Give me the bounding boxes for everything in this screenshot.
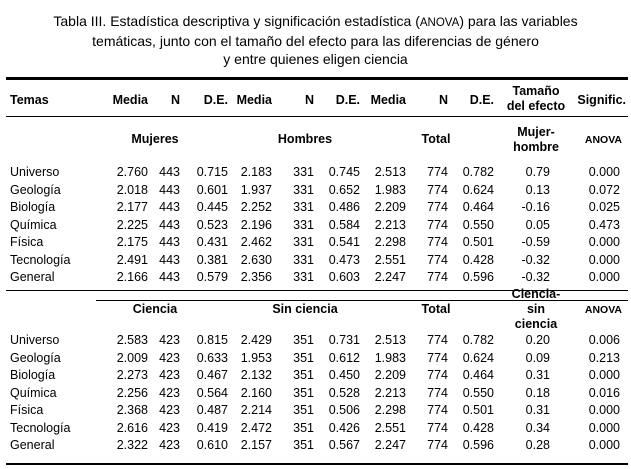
section2-row-2-cell-9: 0.464	[462, 368, 494, 382]
section2-row-5-cell-4: 2.472	[240, 420, 272, 435]
col-header-signific: Signific.	[577, 93, 626, 107]
section1-row-5-cell-9: 0.428	[462, 252, 494, 267]
section1-row-6-cell-4: 2.356	[240, 270, 272, 284]
section1-row-2-cell-4: 2.252	[240, 200, 272, 214]
section2-row-6-cell-9: 0.596	[462, 438, 494, 452]
section1-effect-label-2: hombre	[513, 139, 559, 154]
section2-group2-label: Sin ciencia	[272, 302, 338, 316]
section2-row-0-cell-5: 351	[293, 333, 314, 347]
section2-row-1-cell-9: 0.624	[462, 350, 494, 365]
section1-row-5-cell-5: 331	[293, 252, 314, 267]
section2-row-5-cell-9: 0.428	[462, 420, 494, 435]
section2-row-6-cell-10: 0.28	[525, 438, 550, 452]
section2-row-2-cell-10: 0.31	[525, 368, 550, 382]
section1-row-2-cell-7: 2.209	[374, 200, 406, 214]
section2-row-5-cell-1: 2.616	[116, 420, 148, 435]
section2-row-3-cell-4: 2.160	[240, 385, 272, 400]
section1-row-2-tema: Biología	[10, 200, 56, 214]
section1-group1-label: Mujeres	[131, 132, 179, 146]
section1-row-4-cell-4: 2.462	[240, 235, 272, 249]
table-caption	[0, 12, 631, 68]
section1-row-3-cell-6: 0.584	[328, 217, 360, 232]
section2-row-1-tema: Geología	[10, 350, 61, 365]
section1-row-6-cell-5: 331	[293, 270, 314, 284]
table-top-rule	[6, 77, 628, 80]
section2-row-3-cell-8: 774	[427, 385, 448, 400]
section1-row-0-cell-8: 774	[427, 165, 448, 179]
section1-row-4-cell-6: 0.541	[328, 235, 360, 249]
section1-row-1-cell-1: 2.018	[116, 182, 148, 197]
section1-row-5-cell-11: 0.000	[588, 252, 620, 267]
section2-row-4-cell-6: 0.506	[328, 403, 360, 417]
section1-row-4-cell-7: 2.298	[374, 235, 406, 249]
section2-row-2-cell-11: 0.000	[588, 368, 620, 382]
section1-row-3-cell-3: 0.523	[196, 217, 228, 232]
section2-row-2-cell-4: 2.132	[240, 368, 272, 382]
section1-row-3-cell-11: 0.473	[588, 217, 620, 232]
section1-row-0-cell-5: 331	[293, 165, 314, 179]
section1-row-1-cell-2: 443	[159, 182, 180, 197]
section1-row-1-cell-9: 0.624	[462, 182, 494, 197]
section1-row-4-cell-10: -0.59	[521, 235, 550, 249]
section2-anova-label: ANOVA	[584, 304, 622, 316]
section2-row-5-cell-3: 0.419	[196, 420, 228, 435]
caption-text-a: Tabla III. Estadística descriptiva y significación estadística (	[53, 13, 420, 29]
section2-row-3-cell-6: 0.528	[328, 385, 360, 400]
section2-row-6-cell-5: 351	[293, 438, 314, 452]
section2-row-3-cell-5: 351	[293, 385, 314, 400]
section1-row-4-cell-1: 2.175	[116, 235, 148, 249]
section2-row-3-cell-7: 2.213	[374, 385, 406, 400]
section2-row-6-cell-6: 0.567	[328, 438, 360, 452]
section1-row-3-cell-2: 443	[159, 217, 180, 232]
section2-row-4-cell-3: 0.487	[196, 403, 228, 417]
section1-row-1-cell-5: 331	[293, 182, 314, 197]
section1-row-5-cell-4: 2.630	[240, 252, 272, 267]
section2-row-4-cell-11: 0.000	[588, 403, 620, 417]
col-header-n-2: N	[304, 93, 314, 107]
section1-row-1-cell-7: 1.983	[374, 182, 406, 197]
section1-row-4-cell-9: 0.501	[462, 235, 494, 249]
section2-row-1-cell-7: 1.983	[374, 350, 406, 365]
section1-row-4-cell-2: 443	[159, 235, 180, 249]
section2-row-0-cell-4: 2.429	[240, 333, 272, 347]
col-header-de-1: D.E.	[203, 93, 228, 107]
section1-row-0-cell-10: 0.79	[525, 165, 550, 179]
section2-row-6-cell-11: 0.000	[588, 438, 620, 452]
section2-row-2-cell-6: 0.450	[328, 368, 360, 382]
section1-row-4-cell-3: 0.431	[196, 235, 228, 249]
section2-row-6-cell-8: 774	[427, 438, 448, 452]
section1-row-2-cell-1: 2.177	[116, 200, 148, 214]
section2-row-3-cell-3: 0.564	[196, 385, 228, 400]
col-header-n-3: N	[438, 93, 448, 107]
section2-row-4-cell-10: 0.31	[525, 403, 550, 417]
section1-row-5-cell-10: -0.32	[521, 252, 550, 267]
section1-row-6-cell-8: 774	[427, 270, 448, 284]
section1-row-3-cell-9: 0.550	[462, 217, 494, 232]
section2-row-2-cell-1: 2.273	[116, 368, 148, 382]
section2-row-6-tema: General	[10, 438, 55, 452]
section2-row-4-cell-5: 351	[293, 403, 314, 417]
section1-row-1-cell-8: 774	[427, 182, 448, 197]
section1-row-6-cell-2: 443	[159, 270, 180, 284]
col-header-media-2: Media	[236, 93, 272, 107]
section1-row-1-cell-4: 1.937	[240, 182, 272, 197]
section2-row-1-cell-5: 351	[293, 350, 314, 365]
section1-row-6-cell-7: 2.247	[374, 270, 406, 284]
section2-row-1-cell-10: 0.09	[525, 350, 550, 365]
section2-row-6-cell-1: 2.322	[116, 438, 148, 452]
section1-row-1-cell-11: 0.072	[588, 182, 620, 197]
section2-row-6-cell-7: 2.247	[374, 438, 406, 452]
section1-effect-label-1: Mujer-	[517, 124, 555, 139]
section2-row-1-cell-1: 2.009	[116, 350, 148, 365]
section1-row-3-tema: Química	[10, 217, 57, 232]
section1-row-4-cell-11: 0.000	[588, 235, 620, 249]
col-header-media-3: Media	[370, 93, 406, 107]
section2-row-3-cell-10: 0.18	[525, 385, 550, 400]
section2-effect-label-2: sin	[526, 302, 546, 316]
section2-row-0-cell-10: 0.20	[525, 333, 550, 347]
section1-row-6-tema: General	[10, 270, 55, 284]
section1-row-2-cell-9: 0.464	[462, 200, 494, 214]
section2-effect-label-3: ciencia	[514, 317, 558, 331]
section1-row-3-cell-5: 331	[293, 217, 314, 232]
section2-row-1-cell-11: 0.213	[588, 350, 620, 365]
section2-row-5-cell-5: 351	[293, 420, 314, 435]
col-header-de-3: D.E.	[469, 93, 494, 107]
section2-row-5-cell-11: 0.000	[588, 420, 620, 435]
section2-row-2-cell-3: 0.467	[196, 368, 228, 382]
section1-row-0-cell-9: 0.782	[462, 165, 494, 179]
section1-row-0-cell-11: 0.000	[588, 165, 620, 179]
col-header-temas: Temas	[10, 93, 49, 107]
section1-row-2-cell-2: 443	[159, 200, 180, 214]
section2-row-0-cell-9: 0.782	[462, 333, 494, 347]
section2-row-0-cell-1: 2.583	[116, 333, 148, 347]
section2-row-2-cell-5: 351	[293, 368, 314, 382]
section1-row-3-cell-7: 2.213	[374, 217, 406, 232]
section1-total-label: Total	[421, 132, 451, 146]
section1-row-6-cell-11: 0.000	[588, 270, 620, 284]
section2-group1-label: Ciencia	[132, 302, 178, 316]
section1-row-5-cell-6: 0.473	[328, 252, 360, 267]
section1-row-6-cell-9: 0.596	[462, 270, 494, 284]
section1-row-0-cell-1: 2.760	[116, 165, 148, 179]
section2-row-0-tema: Universo	[10, 333, 60, 347]
section1-row-3-cell-8: 774	[427, 217, 448, 232]
caption-text-b: ) para las variables	[459, 13, 578, 29]
section2-row-4-cell-7: 2.298	[374, 403, 406, 417]
section1-row-5-cell-1: 2.491	[116, 252, 148, 267]
section1-row-2-cell-11: 0.025	[588, 200, 620, 214]
section2-row-4-cell-8: 774	[427, 403, 448, 417]
section1-row-1-cell-6: 0.652	[328, 182, 360, 197]
section2-row-1-cell-8: 774	[427, 350, 448, 365]
section2-row-4-tema: Física	[10, 403, 44, 417]
col-header-media-1: Media	[112, 93, 148, 107]
section2-row-0-cell-11: 0.006	[588, 333, 620, 347]
section1-row-1-cell-3: 0.601	[196, 182, 228, 197]
table-bottom-rule	[6, 463, 628, 465]
section1-row-0-cell-3: 0.715	[196, 165, 228, 179]
section1-row-0-cell-2: 443	[159, 165, 180, 179]
section1-row-5-cell-3: 0.381	[196, 252, 228, 267]
section1-row-0-tema: Universo	[10, 165, 60, 179]
section1-row-0-cell-7: 2.513	[374, 165, 406, 179]
section1-row-4-tema: Física	[10, 235, 44, 249]
section1-row-3-cell-1: 2.225	[116, 217, 148, 232]
section2-row-4-cell-4: 2.214	[240, 403, 272, 417]
caption-anova: ANOVA	[419, 17, 460, 29]
section2-row-3-cell-11: 0.016	[588, 385, 620, 400]
section2-total-label: Total	[421, 302, 451, 316]
section1-row-2-cell-5: 331	[293, 200, 314, 214]
section1-row-5-tema: Tecnología	[10, 252, 71, 267]
section1-row-2-cell-6: 0.486	[328, 200, 360, 214]
section2-row-0-cell-8: 774	[427, 333, 448, 347]
col-header-n-1: N	[170, 93, 180, 107]
section1-row-6-cell-1: 2.166	[116, 270, 148, 284]
section1-row-4-cell-5: 331	[293, 235, 314, 249]
section1-row-0-cell-4: 2.183	[240, 165, 272, 179]
section1-row-2-cell-3: 0.445	[196, 200, 228, 214]
section2-row-2-cell-8: 774	[427, 368, 448, 382]
section2-row-2-cell-7: 2.209	[374, 368, 406, 382]
section2-effect-label-1: Ciencia-	[511, 287, 561, 301]
section2-row-4-cell-9: 0.501	[462, 403, 494, 417]
section2-row-4-cell-2: 423	[159, 403, 180, 417]
section2-row-6-cell-2: 423	[159, 438, 180, 452]
section1-group2-label: Hombres	[277, 132, 333, 146]
section2-row-3-cell-9: 0.550	[462, 385, 494, 400]
col-header-tamano: Tamaño	[512, 84, 560, 98]
section2-row-3-tema: Química	[10, 385, 57, 400]
section2-row-3-cell-2: 423	[159, 385, 180, 400]
section1-row-4-cell-8: 774	[427, 235, 448, 249]
section2-row-4-cell-1: 2.368	[116, 403, 148, 417]
section2-row-0-cell-7: 2.513	[374, 333, 406, 347]
section2-row-1-cell-3: 0.633	[196, 350, 228, 365]
section2-row-3-cell-1: 2.256	[116, 385, 148, 400]
section2-row-5-cell-7: 2.551	[374, 420, 406, 435]
caption-line-3: y entre quienes eligen ciencia	[223, 51, 408, 67]
section2-row-1-cell-4: 1.953	[240, 350, 272, 365]
section1-row-6-cell-3: 0.579	[196, 270, 228, 284]
section2-row-2-tema: Biología	[10, 368, 56, 382]
header-rule	[6, 116, 628, 117]
section2-row-6-cell-3: 0.610	[196, 438, 228, 452]
col-header-del-efecto: del efecto	[506, 99, 566, 113]
section2-row-0-cell-3: 0.815	[196, 333, 228, 347]
section1-row-5-cell-7: 2.551	[374, 252, 406, 267]
section2-row-5-cell-6: 0.426	[328, 420, 360, 435]
section2-row-2-cell-2: 423	[159, 368, 180, 382]
section2-row-5-cell-10: 0.34	[525, 420, 550, 435]
section1-anova-label: ANOVA	[584, 134, 622, 146]
caption-line-2: temáticas, junto con el tamaño del efecto para las diferencias de género	[92, 33, 539, 49]
section1-row-6-cell-6: 0.603	[328, 270, 360, 284]
section2-row-1-cell-6: 0.612	[328, 350, 360, 365]
section2-row-1-cell-2: 423	[159, 350, 180, 365]
section2-row-5-cell-2: 423	[159, 420, 180, 435]
section1-row-5-cell-2: 443	[159, 252, 180, 267]
caption-line-1	[0, 12, 631, 32]
section1-row-2-cell-10: -0.16	[521, 200, 550, 214]
section2-row-0-cell-6: 0.731	[328, 333, 360, 347]
section1-row-1-tema: Geología	[10, 182, 61, 197]
section1-row-6-cell-10: -0.32	[521, 270, 550, 284]
section1-row-1-cell-10: 0.13	[525, 182, 550, 197]
section2-row-5-tema: Tecnología	[10, 420, 71, 435]
section2-row-0-cell-2: 423	[159, 333, 180, 347]
section2-row-6-cell-4: 2.157	[240, 438, 272, 452]
section1-row-3-cell-4: 2.196	[240, 217, 272, 232]
section1-row-2-cell-8: 774	[427, 200, 448, 214]
col-header-de-2: D.E.	[335, 93, 360, 107]
section1-row-0-cell-6: 0.745	[328, 165, 360, 179]
section1-row-5-cell-8: 774	[427, 252, 448, 267]
section1-row-3-cell-10: 0.05	[525, 217, 550, 232]
section2-row-5-cell-8: 774	[427, 420, 448, 435]
